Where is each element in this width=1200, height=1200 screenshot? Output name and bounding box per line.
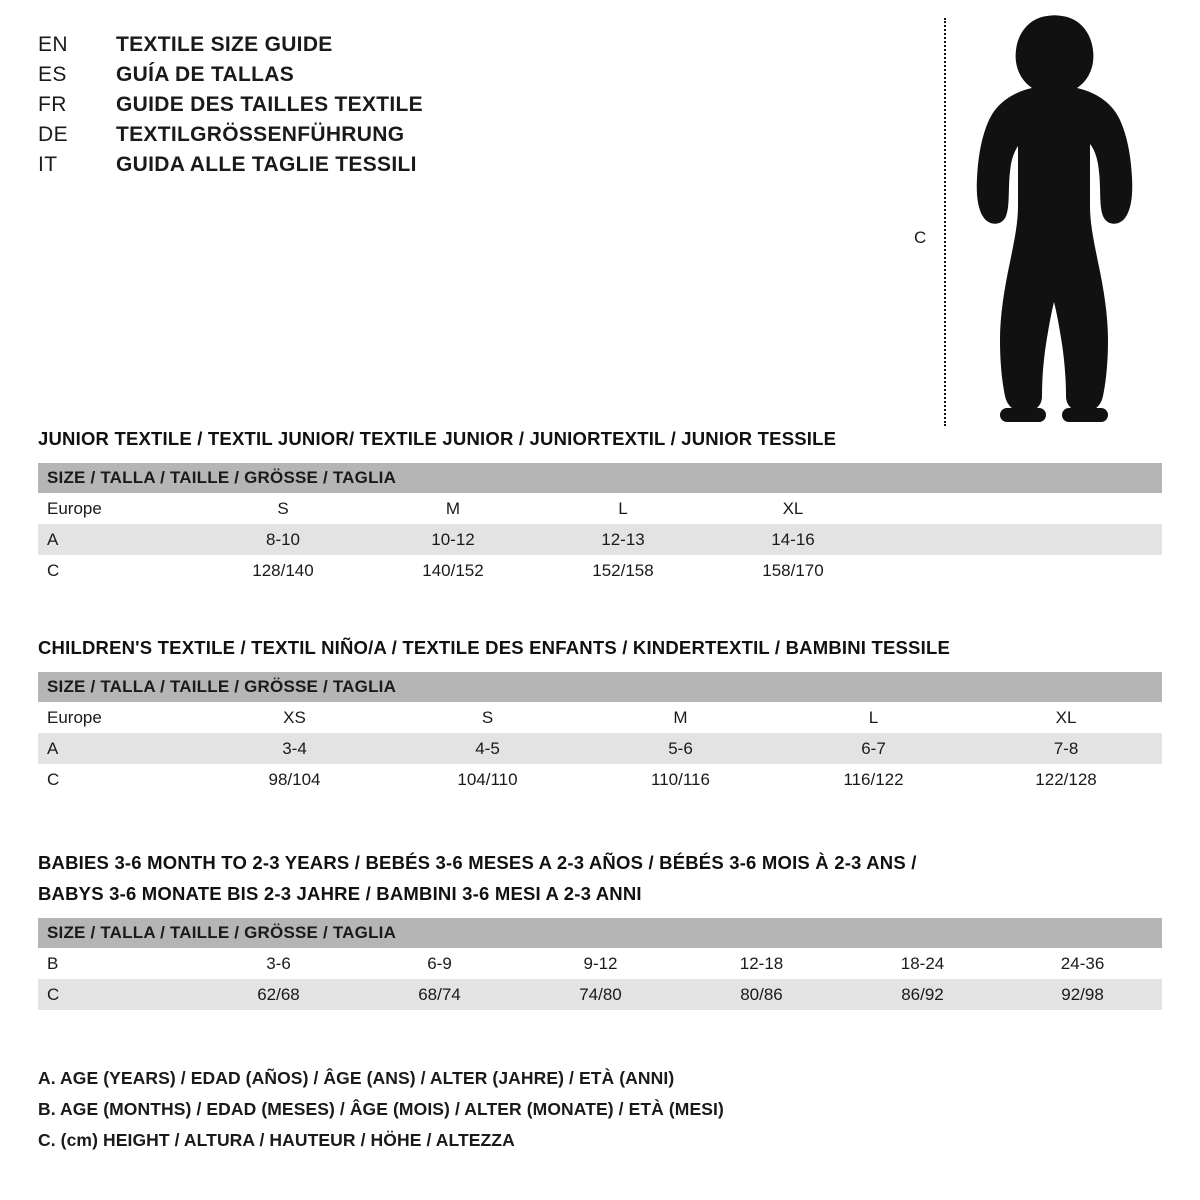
- language-title: TEXTILGRÖSSENFÜHRUNG: [116, 123, 405, 146]
- table-row: [38, 979, 1162, 1010]
- row-value: 68/74: [359, 979, 520, 1010]
- babies-size-table: [38, 918, 1162, 1010]
- row-value: 24-36: [1003, 948, 1162, 979]
- section-junior: [38, 428, 1162, 586]
- row-value: 128/140: [198, 555, 368, 586]
- language-title: TEXTILE SIZE GUIDE: [116, 33, 333, 56]
- table-header-row: [38, 918, 1162, 948]
- size-header-label: SIZE / TALLA / TAILLE / GRÖSSE / TAGLIA: [38, 463, 1162, 493]
- row-value: 10-12: [368, 524, 538, 555]
- row-value: 62/68: [198, 979, 359, 1010]
- row-spacer: [878, 493, 1162, 524]
- row-value: 18-24: [842, 948, 1003, 979]
- measurement-illustration: [900, 10, 1160, 430]
- row-value: 140/152: [368, 555, 538, 586]
- row-label: C: [38, 555, 198, 586]
- language-row: [38, 60, 598, 90]
- legend-line: C. (cm) HEIGHT / ALTURA / HAUTEUR / HÖHE / ALTEZZA: [38, 1130, 515, 1150]
- height-measure-label: C: [914, 228, 927, 247]
- row-value: 110/116: [584, 764, 777, 795]
- row-value: 116/122: [777, 764, 970, 795]
- row-value: 12-18: [681, 948, 842, 979]
- row-value: 3-6: [198, 948, 359, 979]
- table-row: [38, 733, 1162, 764]
- table-row: [38, 702, 1162, 733]
- language-title-list: [38, 30, 598, 180]
- row-spacer: [878, 555, 1162, 586]
- height-dotted-line: [944, 18, 946, 426]
- table-header-row: [38, 672, 1162, 702]
- row-spacer: [878, 524, 1162, 555]
- language-code: ES: [38, 63, 67, 86]
- row-label: C: [38, 979, 198, 1010]
- section-title: JUNIOR TEXTILE / TEXTIL JUNIOR/ TEXTILE JUNIOR / JUNIORTEXTIL / JUNIOR TESSILE: [38, 428, 837, 449]
- row-label: Europe: [38, 493, 198, 524]
- row-label: A: [38, 524, 198, 555]
- row-label: Europe: [38, 702, 198, 733]
- row-value: XL: [970, 702, 1162, 733]
- row-value: 104/110: [391, 764, 584, 795]
- section-title: BABIES 3-6 MONTH TO 2-3 YEARS / BEBÉS 3-6 MESES A 2-3 AÑOS / BÉBÉS 3-6 MOIS À 2-3 ANS /: [38, 852, 917, 873]
- child-silhouette-icon: [952, 10, 1152, 430]
- row-value: 92/98: [1003, 979, 1162, 1010]
- legend-line: B. AGE (MONTHS) / EDAD (MESES) / ÂGE (MOIS) / ALTER (MONATE) / ETÀ (MESI): [38, 1099, 724, 1119]
- row-value: 80/86: [681, 979, 842, 1010]
- section-babies: [38, 852, 1162, 1010]
- language-code: IT: [38, 153, 58, 176]
- row-value: XL: [708, 493, 878, 524]
- row-value: M: [368, 493, 538, 524]
- size-header-label: SIZE / TALLA / TAILLE / GRÖSSE / TAGLIA: [38, 918, 1162, 948]
- section-title: CHILDREN'S TEXTILE / TEXTIL NIÑO/A / TEXTILE DES ENFANTS / KINDERTEXTIL / BAMBINI TESSILE: [38, 637, 950, 658]
- table-row: [38, 764, 1162, 795]
- language-row: [38, 90, 598, 120]
- language-code: DE: [38, 123, 68, 146]
- language-row: [38, 120, 598, 150]
- table-row: [38, 493, 1162, 524]
- row-value: 6-9: [359, 948, 520, 979]
- language-code: FR: [38, 93, 67, 116]
- language-row: [38, 30, 598, 60]
- language-title: GUIDA ALLE TAGLIE TESSILI: [116, 153, 417, 176]
- children-size-table: [38, 672, 1162, 795]
- section-children: [38, 637, 1162, 795]
- language-code: EN: [38, 33, 68, 56]
- row-value: 6-7: [777, 733, 970, 764]
- table-row: [38, 524, 1162, 555]
- size-header-label: SIZE / TALLA / TAILLE / GRÖSSE / TAGLIA: [38, 672, 1162, 702]
- row-label: A: [38, 733, 198, 764]
- row-value: S: [391, 702, 584, 733]
- row-value: 122/128: [970, 764, 1162, 795]
- legend: [38, 1063, 1138, 1156]
- row-value: 7-8: [970, 733, 1162, 764]
- row-value: 8-10: [198, 524, 368, 555]
- row-value: L: [538, 493, 708, 524]
- row-value: 3-4: [198, 733, 391, 764]
- language-row: [38, 150, 598, 180]
- row-value: 86/92: [842, 979, 1003, 1010]
- row-value: XS: [198, 702, 391, 733]
- row-value: L: [777, 702, 970, 733]
- language-title: GUIDE DES TAILLES TEXTILE: [116, 93, 423, 116]
- row-value: 5-6: [584, 733, 777, 764]
- legend-line: A. AGE (YEARS) / EDAD (AÑOS) / ÂGE (ANS) / ALTER (JAHRE) / ETÀ (ANNI): [38, 1068, 675, 1088]
- row-value: 4-5: [391, 733, 584, 764]
- row-value: 9-12: [520, 948, 681, 979]
- table-row: [38, 555, 1162, 586]
- row-value: S: [198, 493, 368, 524]
- row-value: 74/80: [520, 979, 681, 1010]
- section-title-line2: BABYS 3-6 MONATE BIS 2-3 JAHRE / BAMBINI 3-6 MESI A 2-3 ANNI: [38, 883, 642, 904]
- row-label: B: [38, 948, 198, 979]
- row-value: 158/170: [708, 555, 878, 586]
- table-row: [38, 948, 1162, 979]
- junior-size-table: [38, 463, 1162, 586]
- table-header-row: [38, 463, 1162, 493]
- row-value: M: [584, 702, 777, 733]
- row-value: 14-16: [708, 524, 878, 555]
- row-value: 12-13: [538, 524, 708, 555]
- row-value: 98/104: [198, 764, 391, 795]
- row-label: C: [38, 764, 198, 795]
- row-value: 152/158: [538, 555, 708, 586]
- language-title: GUÍA DE TALLAS: [116, 63, 295, 86]
